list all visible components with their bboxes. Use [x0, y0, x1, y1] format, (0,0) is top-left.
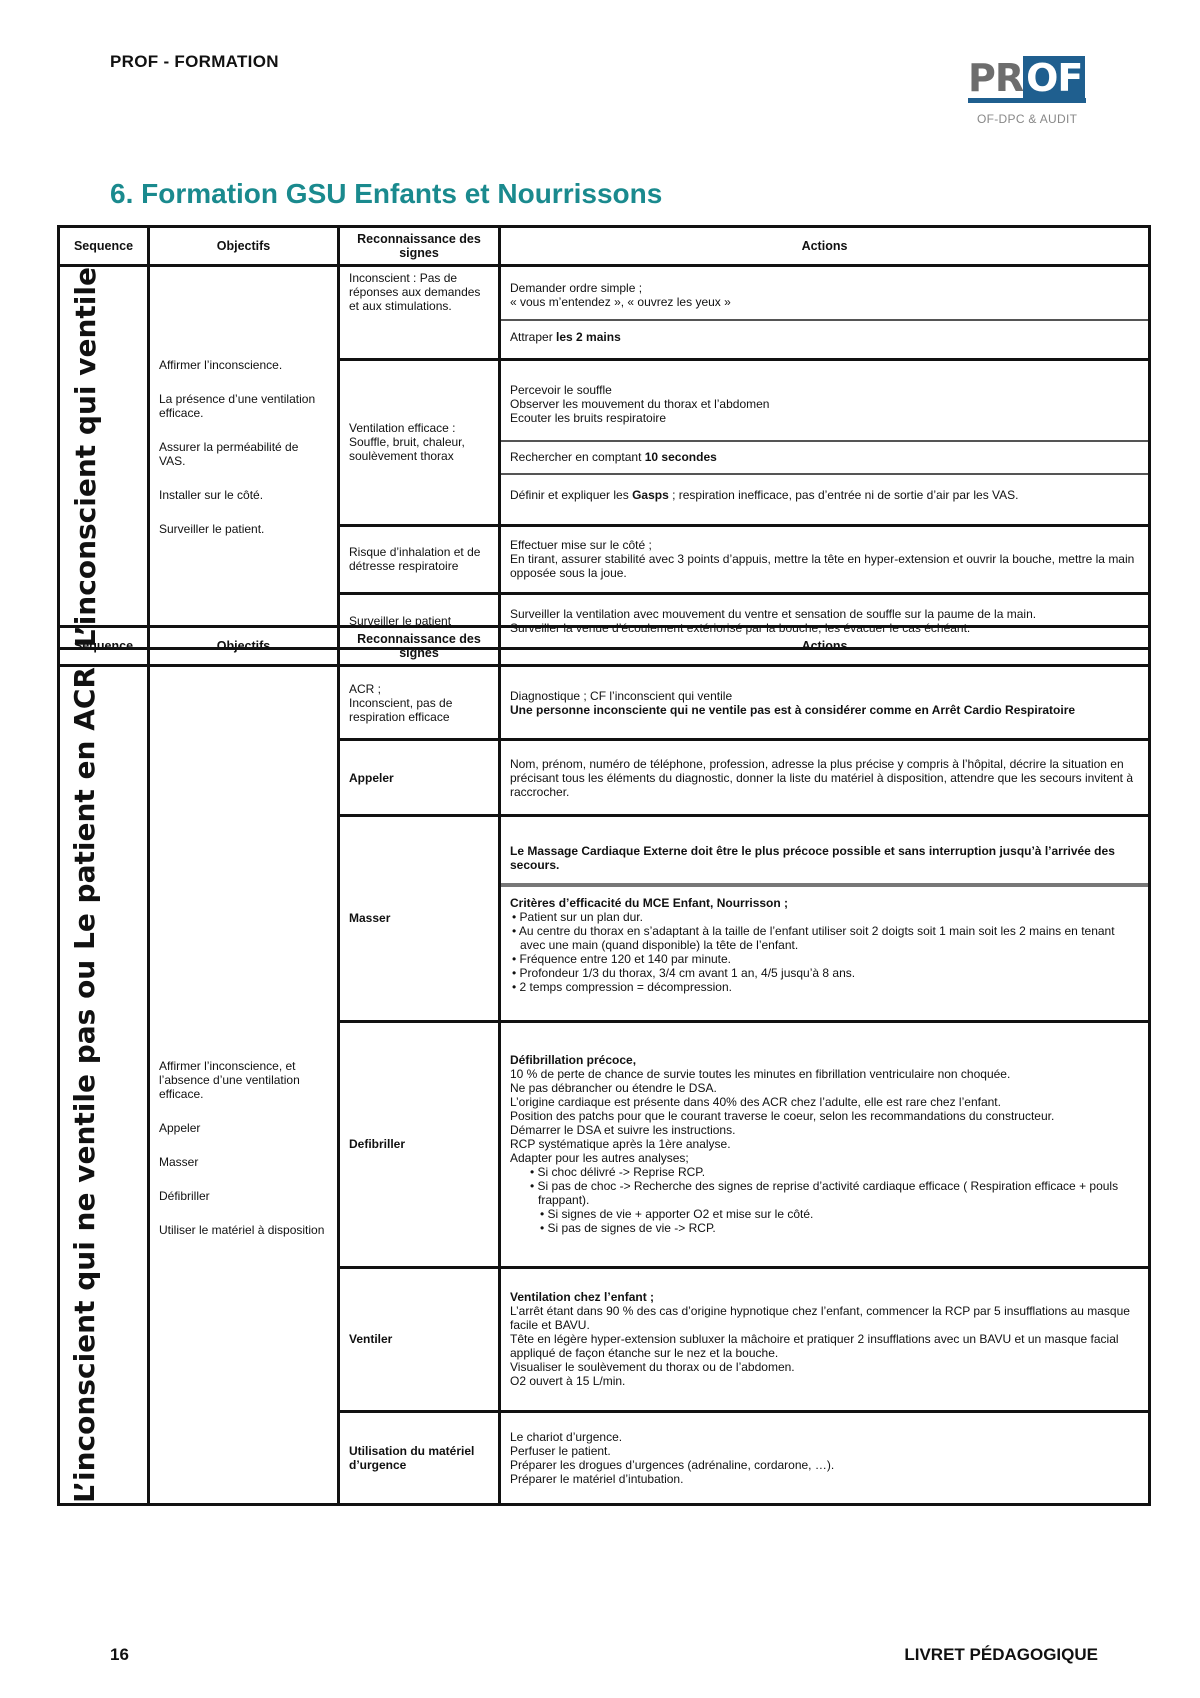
actions-cell: [500, 525, 1150, 593]
action-line: Démarrer le DSA et suivre les instructions.: [510, 1123, 736, 1138]
action-bullet: • Si pas de signes de vie -> RCP.: [510, 1221, 1139, 1235]
sequence-label: L’inconscient qui ventile: [68, 267, 102, 648]
action-line: Visualiser le soulèvement du thorax ou de l’abdomen.: [510, 1360, 795, 1375]
action-line: Préparer les drogues d’urgences (adrénaline, cordarone, …).: [510, 1457, 835, 1472]
action-bold: Gasps: [632, 488, 669, 503]
objectif: Utiliser le matériel à disposition: [159, 1223, 325, 1238]
action-line: En tirant, assurer stabilité avec 3 points d’appuis, mettre la tête en hyper-extension et ouvrir la bouche, mettre la main opposée sous la joue.: [510, 552, 1135, 581]
action-line: Surveiller la venue d’écoulement extériorisé par la bouche, les évacuer le cas échéant.: [510, 621, 971, 636]
page-title: 6. Formation GSU Enfants et Nourrissons: [110, 178, 663, 209]
sign-cell: Masser: [339, 815, 500, 1021]
criteria-item: • Profondeur 1/3 du thorax, 3/4 cm avant 1 an, 4/5 jusqu’à 8 ans.: [510, 966, 1139, 980]
sign-cell: Inconscient : Pas de réponses aux demandes et aux stimulations.: [339, 266, 500, 360]
criteria-item: • 2 temps compression = décompression.: [510, 980, 1139, 994]
action-title: Défibrillation précoce,: [510, 1053, 637, 1068]
sequence-label: L’inconscient qui ne ventile pas ou Le patient en ACR: [67, 667, 101, 1504]
prof-logo: [968, 58, 1088, 130]
actions-cell: [500, 1267, 1150, 1411]
action-bullet: • Si signes de vie + apporter O2 et mise sur le côté.: [510, 1207, 1139, 1221]
sign-cell: ACR ; Inconscient, pas de respiration efficace: [339, 666, 500, 740]
sequence-cell: [59, 266, 149, 649]
actions-cell: [500, 359, 1150, 525]
action-title: Ventilation chez l’enfant ;: [510, 1290, 655, 1305]
footer-label: LIVRET PÉDAGOGIQUE: [904, 1645, 1098, 1664]
sign-cell: Ventiler: [339, 1267, 500, 1411]
objectifs-cell: [149, 666, 339, 1505]
action-line: Perfuser le patient.: [510, 1443, 611, 1458]
action-text: Définir et expliquer les: [510, 488, 633, 503]
objectif: Affirmer l’inconscience.: [159, 358, 283, 373]
logo-word-accent: OF: [1023, 56, 1085, 100]
col-actions: Actions: [500, 227, 1150, 266]
objectifs-cell: [149, 266, 339, 649]
objectif: Assurer la perméabilité de VAS.: [159, 440, 299, 469]
sign-cell: Risque d’inhalation et de détresse respiratoire: [339, 525, 500, 593]
sign-cell: Appeler: [339, 740, 500, 816]
actions-cell: [500, 666, 1150, 740]
col-sequence: Sequence: [59, 627, 149, 666]
action-line: RCP systématique après la 1ère analyse.: [510, 1137, 731, 1152]
action-line: Adapter pour les autres analyses;: [510, 1151, 689, 1166]
col-actions: Actions: [500, 627, 1150, 666]
action-line: Ecouter les bruits respiratoire: [510, 411, 667, 426]
col-reconnaissance: Reconnaissance des signes: [339, 227, 500, 266]
action-line: Demander ordre simple ;: [510, 281, 643, 296]
logo-subtitle: OF-DPC & AUDIT: [977, 112, 1078, 126]
action-line: Diagnostique ; CF l’inconscient qui ventile: [510, 688, 733, 703]
action-line: O2 ouvert à 15 L/min.: [510, 1374, 626, 1389]
page-number: 16: [110, 1645, 129, 1664]
action-line: L’origine cardiaque est présente dans 40% des ACR chez l’adulte, elle est rare chez l’enfant.: [510, 1095, 1001, 1110]
sign-cell: Surveiller le patient: [339, 594, 500, 649]
objectif: Appeler: [159, 1121, 201, 1136]
action-line: L’arrêt étant dans 90 % des cas d’origine hypnotique chez l’enfant, commencer la RCP par 5 insufflations au masque facile et BAVU.: [510, 1304, 1130, 1333]
action-line: Position des patchs pour que le courant traverse le coeur, selon les recommandations du constructeur.: [510, 1109, 1055, 1124]
objectif: La présence d’une ventilation efficace.: [159, 392, 316, 421]
actions-cell: [500, 1021, 1150, 1267]
table-inconscient-acr: [57, 625, 1151, 1506]
actions-cell: [500, 266, 1150, 360]
action-line: Percevoir le souffle: [510, 383, 612, 398]
col-objectifs: Objectifs: [149, 627, 339, 666]
criteria-item: • Patient sur un plan dur.: [510, 910, 1139, 924]
objectif: Masser: [159, 1155, 199, 1170]
action-line: Effectuer mise sur le côté ;: [510, 538, 652, 553]
logo-word: PR: [968, 56, 1024, 100]
action-text: ; respiration inefficace, pas d’entrée ni de sortie d’air par les VAS.: [668, 488, 1019, 503]
action-bold: 10 secondes: [644, 450, 717, 465]
header-org: PROF - FORMATION: [110, 52, 279, 71]
action-line: 10 % de perte de chance de survie toutes les minutes en fibrillation ventriculaire non choquée.: [510, 1067, 1011, 1082]
action-line: Observer les mouvement du thorax et l’abdomen: [510, 397, 770, 412]
col-objectifs: Objectifs: [149, 227, 339, 266]
action-line: Surveiller la ventilation avec mouvement du ventre et sensation de souffle sur la paume de la main.: [510, 607, 1037, 622]
criteria-item: • Au centre du thorax en s’adaptant à la taille de l’enfant utiliser soit 2 doigts soit 1 main soit les 2 mains en tenant avec une main (quand disponible) la tête de l’enfant.: [510, 924, 1139, 952]
sign-cell: Utilisation du matériel d’urgence: [339, 1411, 500, 1505]
action-line: Tête en légère hyper-extension subluxer la mâchoire et pratiquer 2 insufflations avec un BAVU et un masque facial appliqué de façon étanche sur le nez et la bouche.: [510, 1332, 1119, 1361]
action-line: « vous m’entendez », « ouvrez les yeux »: [510, 295, 731, 310]
objectif: Affirmer l’inconscience, et l’absence d’une ventilation efficace.: [159, 1059, 300, 1102]
action-text: Attraper: [510, 330, 557, 345]
action-line: Ne pas débrancher ou étendre le DSA.: [510, 1081, 717, 1096]
col-sequence: Sequence: [59, 227, 149, 266]
actions-cell: [500, 815, 1150, 1021]
actions-cell: Nom, prénom, numéro de téléphone, profession, adresse la plus précise y compris à l’hôpital, décrire la situation en précisant tous les éléments du diagnostic, donner la liste du matériel à disposition, attendre que les secours invitent à raccrocher.: [500, 740, 1150, 816]
sign-cell: Ventilation efficace : Souffle, bruit, chaleur, soulèvement thorax: [339, 359, 500, 525]
action-bold: les 2 mains: [556, 330, 621, 345]
action-bold: Le Massage Cardiaque Externe doit être le plus précoce possible et sans interruption jusqu’à l’arrivée des secours.: [510, 844, 1115, 873]
action-line: Le chariot d’urgence.: [510, 1429, 623, 1444]
table-inconscient-ventile: [57, 225, 1151, 650]
actions-cell: [500, 1411, 1150, 1505]
action-bold: Une personne inconsciente qui ne ventile pas est à considérer comme en Arrêt Cardio Respiratoire: [510, 702, 1076, 717]
objectif: Défibriller: [159, 1189, 210, 1204]
criteria-title: Critères d’efficacité du MCE Enfant, Nourrisson ;: [510, 895, 789, 910]
action-text: Rechercher en comptant: [510, 450, 645, 465]
objectif: Installer sur le côté.: [159, 488, 264, 503]
sign-cell: Defibriller: [339, 1021, 500, 1267]
action-bullet: • Si choc délivré -> Reprise RCP.: [510, 1165, 1139, 1179]
action-line: Préparer le matériel d’intubation.: [510, 1471, 684, 1486]
sequence-cell: [59, 666, 149, 1505]
criteria-item: • Fréquence entre 120 et 140 par minute.: [510, 952, 1139, 966]
objectif: Surveiller le patient.: [159, 522, 265, 537]
col-reconnaissance: Reconnaissance des signes: [339, 627, 500, 666]
action-bullet: • Si pas de choc -> Recherche des signes de reprise d’activité cardiaque efficace ( Respiration efficace + pouls frappant).: [510, 1179, 1139, 1207]
